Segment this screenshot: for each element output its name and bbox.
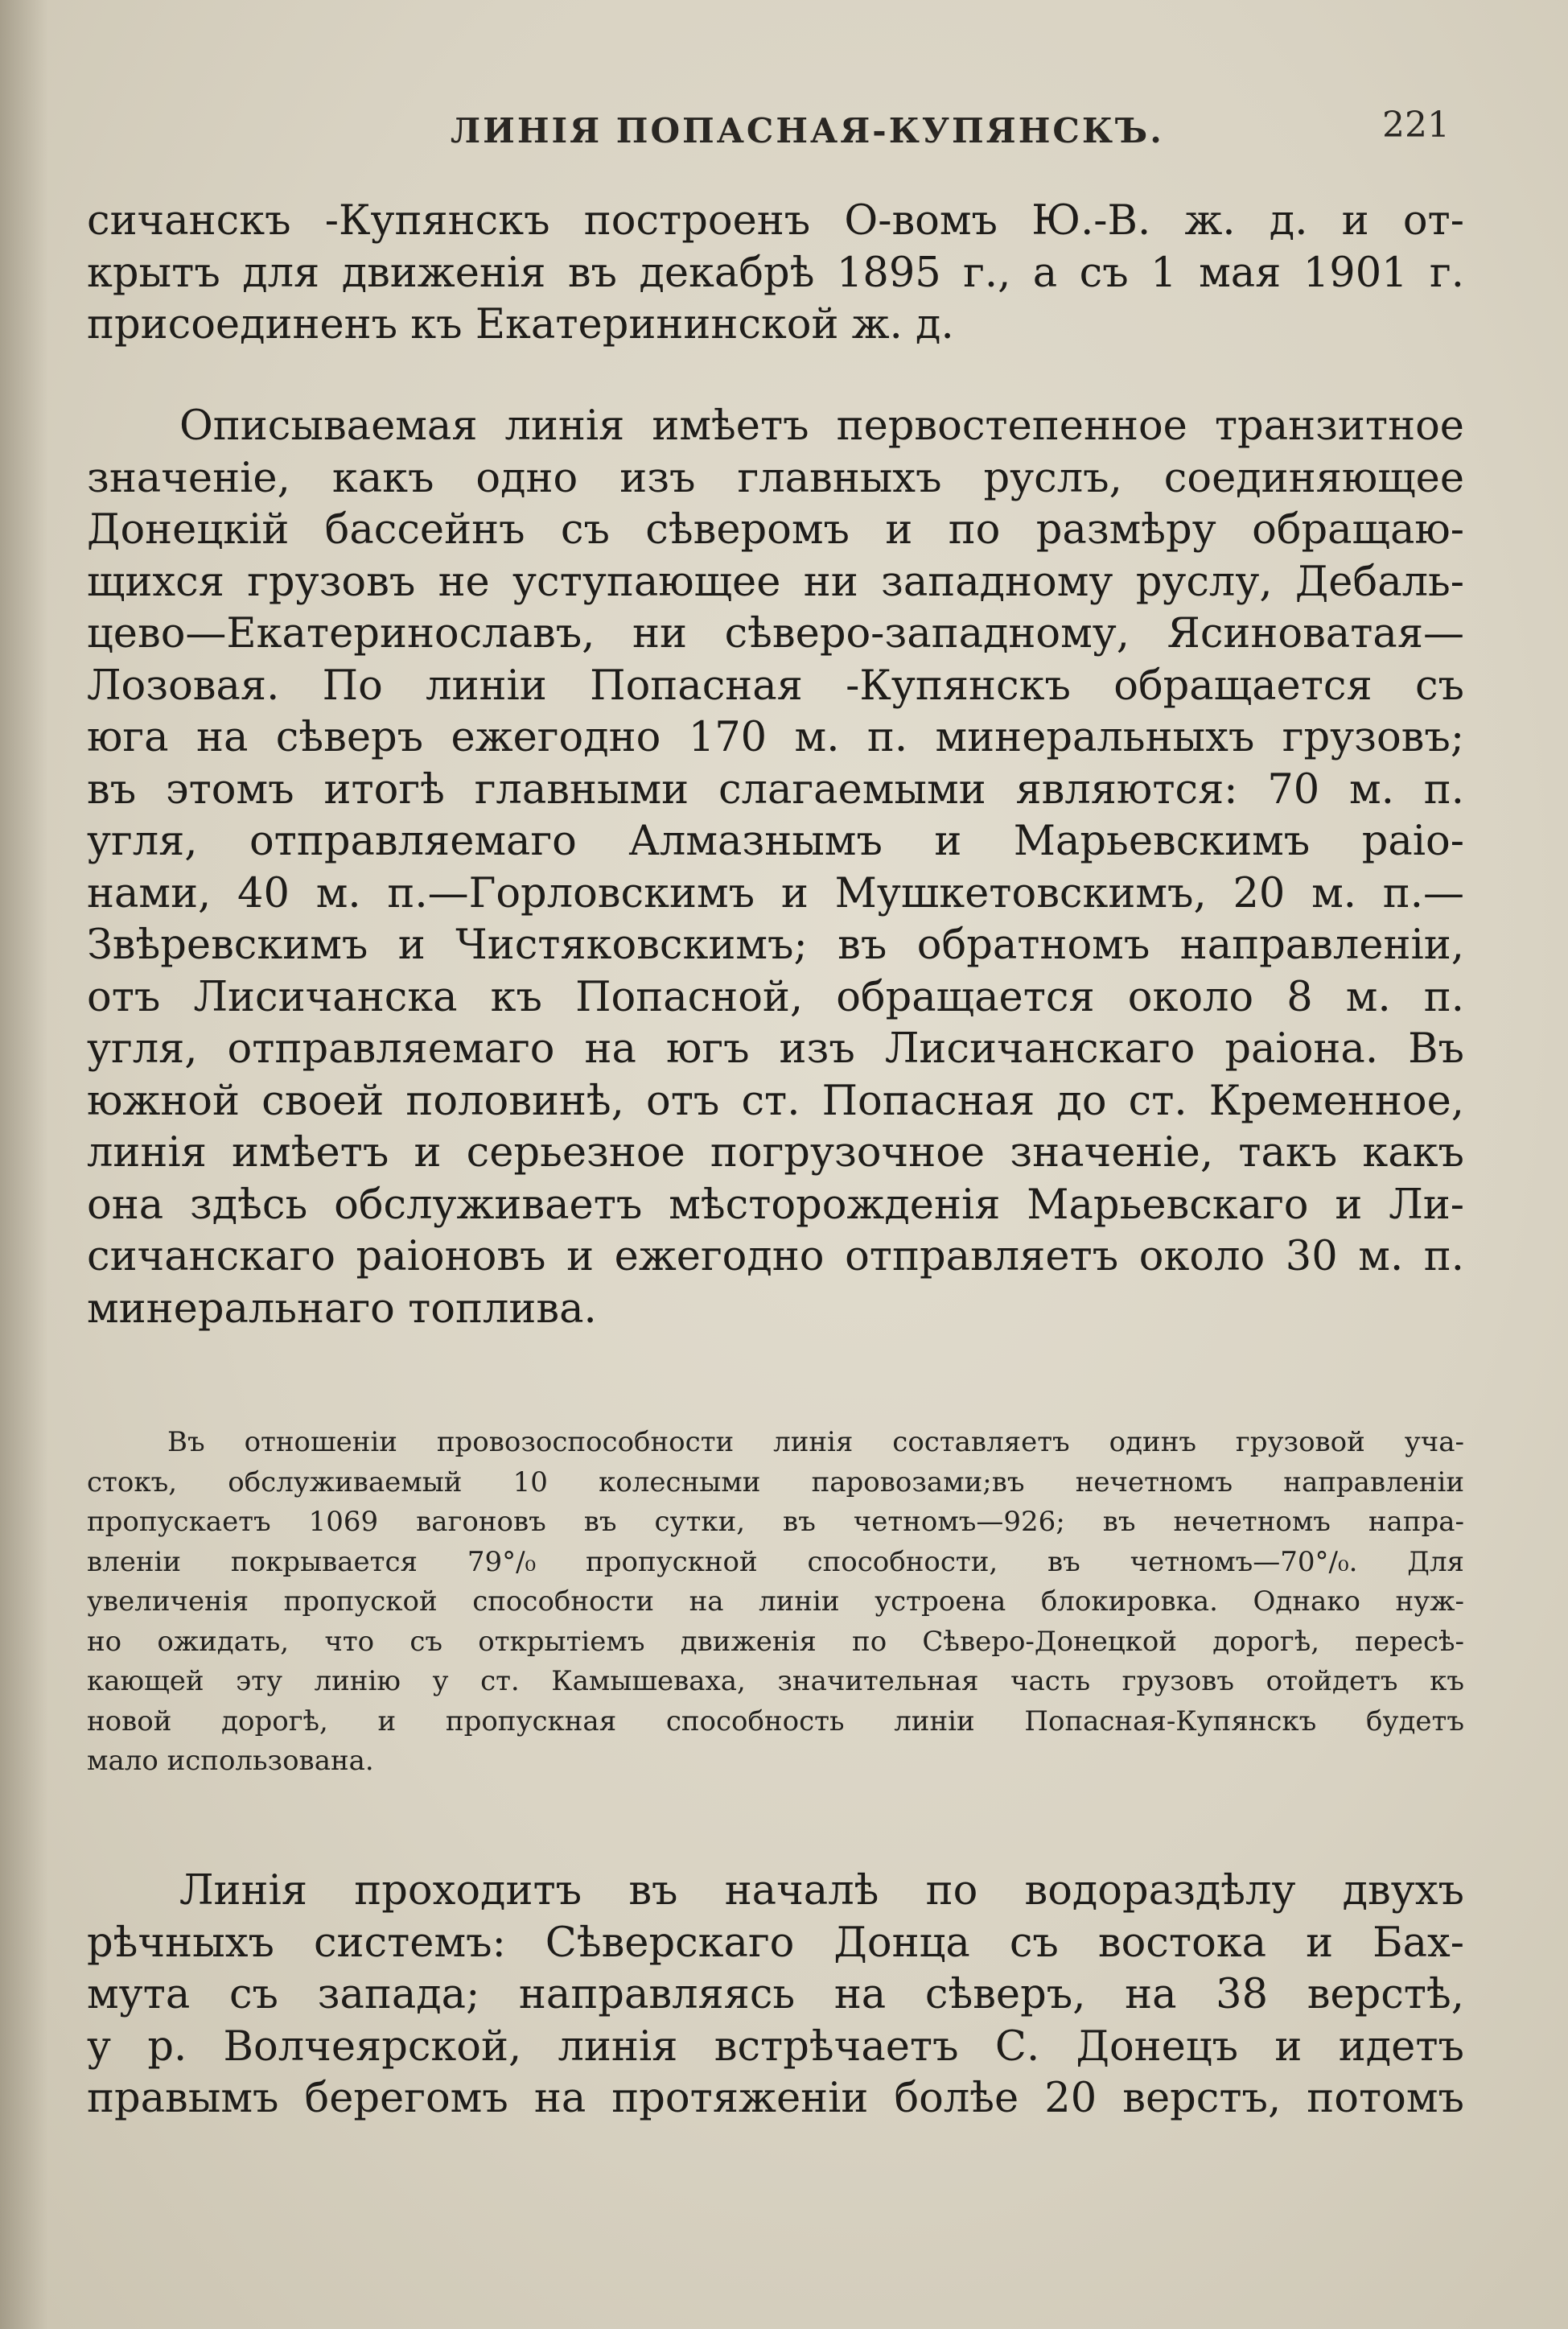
text-line: значеніе, какъ одно изъ главныхъ руслъ, соединяющее: [87, 454, 1464, 502]
text-line: минеральнаго топлива.: [87, 1284, 597, 1333]
paragraph-1: [87, 196, 1464, 352]
text-line: Описываемая линія имѣетъ первостепенное транзитное: [179, 402, 1464, 450]
text-line: линія имѣетъ и серьезное погрузочное значеніе, такъ какъ: [87, 1129, 1464, 1177]
text-line: рѣчныхъ системъ: Сѣверскаго Донца съ востока и Бах-: [87, 1919, 1464, 1967]
text-line: крытъ для движенія въ декабрѣ 1895 г., а съ 1 мая 1901 г.: [87, 249, 1464, 297]
small-print-note: [87, 1423, 1464, 1782]
text-line: въ этомъ итогѣ главными слагаемыми являются: 70 м. п.: [87, 765, 1464, 814]
page-number: 221: [1382, 105, 1450, 146]
text-line: сичанскаго раіоновъ и ежегодно отправляетъ около 30 м. п.: [87, 1233, 1464, 1280]
text-line: стокъ, обслуживаемый 10 колесными паровозами;въ нечетномъ направленіи: [87, 1465, 1464, 1498]
paragraph-3: [87, 1865, 1464, 2125]
text-line: цево—Екатеринославъ, ни сѣверо-западному, Ясиноватая—: [87, 610, 1464, 657]
text-line: нами, 40 м. п.—Горловскимъ и Мушкетовскимъ, 20 м. п.—: [87, 869, 1464, 917]
text-line: пропускаетъ 1069 вагоновъ въ сутки, въ четномъ—926; въ нечетномъ напра-: [87, 1506, 1464, 1538]
text-line: юга на сѣверъ ежегодно 170 м. п. минеральныхъ грузовъ;: [87, 714, 1464, 761]
running-head: ЛИНІЯ ПОПАСНАЯ-КУПЯНСКЪ.: [451, 111, 1164, 150]
text-line: Лозовая. По линіи Попасная -Купянскъ обращается съ: [87, 662, 1464, 710]
text-line: увеличенія пропуской способности на линіи устроена блокировка. Однако нуж-: [87, 1585, 1464, 1618]
text-line: южной своей половинѣ, отъ ст. Попасная до ст. Кременное,: [87, 1077, 1464, 1125]
text-line: присоединенъ къ Екатерининской ж. д.: [87, 301, 954, 348]
text-line: угля, отправляемаго Алмазнымъ и Марьевскимъ раіо-: [87, 818, 1464, 865]
text-line: мута съ запада; направляясь на сѣверъ, на 38 верстѣ,: [87, 1971, 1464, 2018]
paragraph-2: [87, 401, 1464, 1335]
text-line: кающей эту линію у ст. Камышеваха, значительная часть грузовъ отойдетъ къ: [87, 1665, 1464, 1697]
text-line: правымъ берегомъ на протяженіи болѣе 20 верстъ, потомъ: [87, 2075, 1464, 2122]
text-line: новой дорогѣ, и пропускная способность линіи Попасная-Купянскъ будетъ: [87, 1704, 1464, 1737]
text-line: сичанскъ -Купянскъ построенъ О-вомъ Ю.-В. ж. д. и от-: [87, 197, 1464, 245]
text-line: вленіи покрывается 79°/₀ пропускной способности, въ четномъ—70°/₀. Для: [87, 1545, 1464, 1578]
gutter-shadow: [0, 0, 48, 2329]
text-line: Звѣревскимъ и Чистяковскимъ; въ обратномъ направленіи,: [87, 921, 1464, 969]
text-line: угля, отправляемаго на югъ изъ Лисичанскаго раіона. Въ: [87, 1025, 1464, 1073]
text-line: Въ отношеніи провозоспособности линія составляетъ одинъ грузовой уча-: [167, 1426, 1464, 1458]
text-line: Линія проходитъ въ началѣ по водораздѣлу двухъ: [179, 1867, 1464, 1915]
text-line: но ожидать, что съ открытіемъ движенія по Сѣверо-Донецкой дорогѣ, пересѣ-: [87, 1625, 1464, 1658]
text-line: Донецкій бассейнъ съ сѣверомъ и по размѣру обращаю-: [87, 506, 1464, 554]
text-line: она здѣсь обслуживаетъ мѣсторожденія Марьевскаго и Ли-: [87, 1181, 1464, 1229]
text-line: щихся грузовъ не уступающее ни западному руслу, Дебаль-: [87, 558, 1464, 606]
text-line: отъ Лисичанска къ Попасной, обращается около 8 м. п.: [87, 973, 1464, 1021]
text-line: у р. Волчеярской, линія встрѣчаетъ С. Донецъ и идетъ: [87, 2022, 1464, 2071]
text-line: мало использована.: [87, 1745, 374, 1777]
